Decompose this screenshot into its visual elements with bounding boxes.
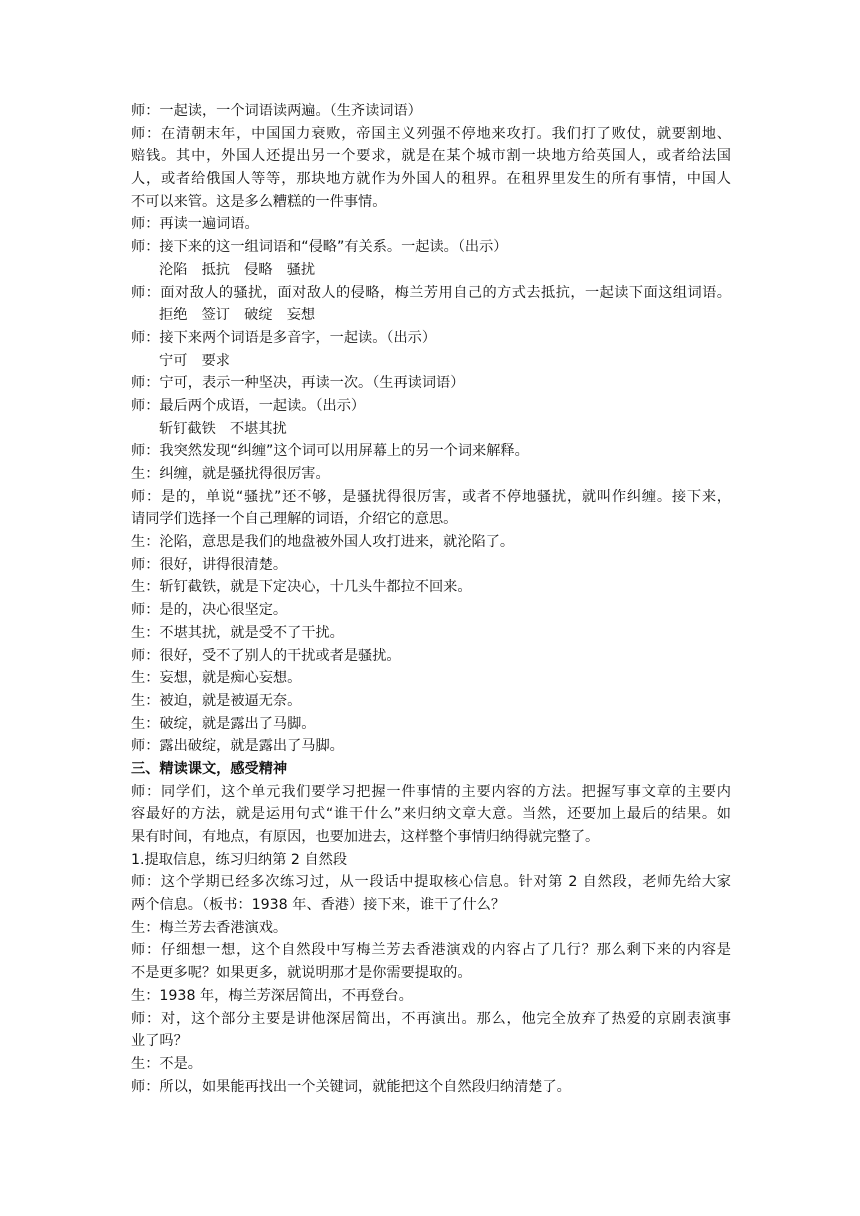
text-line: 果有时间，有地点，有原因，也要加进去，这样整个事情归纳得就完整了。 xyxy=(131,829,600,845)
text-line: 生：不是。 xyxy=(131,1055,202,1072)
text-line: 师：接下来两个词语是多音字，一起读。（出示） xyxy=(131,329,437,346)
text-line: 生：破绽，就是露出了马脚。 xyxy=(131,715,316,732)
text-line: 师：最后两个成语，一起读。（出示） xyxy=(131,397,366,414)
text-line: 请同学们选择一个自己理解的词语，介绍它的意思。 xyxy=(131,511,458,528)
text-line: 师：所以，如果能再找出一个关键词，就能把这个自然段归纳清楚了。 xyxy=(131,1078,571,1095)
text-line: 师：在清朝末年，中国国力衰败，帝国主义列强不停地来攻打。我们打了败仗，就要割地、 xyxy=(131,125,731,142)
text-line: 生：不堪其扰，就是受不了干扰。 xyxy=(131,624,344,641)
text-line: 生：纠缠，就是骚扰得很厉害。 xyxy=(131,466,330,482)
section-heading: 三、精读课文，感受精神 xyxy=(131,760,288,777)
text-line: 容最好的方法，就是运用句式“谁干什么”来归纳文章大意。当然，还要加上最后的结果。如 xyxy=(131,806,731,823)
text-line: 师：同学们，这个单元我们要学习把握一件事情的主要内容的方法。把握写事文章的主要内 xyxy=(131,783,731,800)
text-line: 师：我突然发现“纠缠”这个词可以用屏幕上的另一个词来解释。 xyxy=(131,443,529,460)
text-line: 师：是的，决心很坚定。 xyxy=(131,602,288,619)
text-line: 生：梅兰芳去香港演戏。 xyxy=(131,919,288,936)
text-line: 生：妄想，就是痴心妄想。 xyxy=(131,670,302,687)
text-line: 生：斩钉截铁，就是下定决心，十几头牛都拉不回来。 xyxy=(131,579,472,596)
document-body xyxy=(131,100,731,1098)
text-line: 师：对，这个部分主要是讲他深居简出，不再演出。那么，他完全放弃了热爱的京剧表演事 xyxy=(131,1010,731,1027)
text-line: 宁可 要求 xyxy=(159,352,230,369)
text-line: 业了吗？ xyxy=(131,1033,188,1050)
text-line: 师：宁可，表示一种坚决，再读一次。（生再读词语） xyxy=(131,375,465,392)
text-line: 师：是的，单说“骚扰”还不够，是骚扰得很厉害，或者不停地骚扰，就叫作纠缠。接下来， xyxy=(131,488,731,505)
text-line: 师：仔细想一想，这个自然段中写梅兰芳去香港演戏的内容占了几行？那么剩下来的内容是 xyxy=(131,942,731,959)
text-line: 师：露出破绽，就是露出了马脚。 xyxy=(131,738,344,755)
text-line: 师：很好，讲得很清楚。 xyxy=(131,556,288,573)
text-line: 生：1938 年，梅兰芳深居简出，不再登台。 xyxy=(131,987,413,1004)
text-line: 拒绝 签订 破绽 妄想 xyxy=(159,307,316,324)
text-line: 赔钱。其中，外国人还提出另一个要求，就是在某个城市割一块地方给英国人，或者给法国 xyxy=(131,148,731,165)
text-line: 沦陷 抵抗 侵略 骚扰 xyxy=(159,261,316,278)
text-line: 不是更多呢？如果更多，就说明那才是你需要提取的。 xyxy=(131,965,472,982)
text-line: 师：再读一遍词语。 xyxy=(131,216,259,233)
text-line: 人，或者给俄国人等等，那块地方就作为外国人的租界。在租界里发生的所有事情，中国人 xyxy=(131,171,731,188)
text-line: 师：这个学期已经多次练习过，从一段话中提取核心信息。针对第 2 自然段，老师先给大家 xyxy=(131,874,731,891)
text-line: 师：面对敌人的骚扰，面对敌人的侵略，梅兰芳用自己的方式去抵抗，一起读下面这组词语。 xyxy=(131,284,731,301)
text-line: 生：沦陷，意思是我们的地盘被外国人攻打进来，就沦陷了。 xyxy=(131,534,515,551)
text-line: 1.提取信息，练习归纳第 2 自然段 xyxy=(131,851,348,868)
text-line: 不可以来管。这是多么糟糕的一件事情。 xyxy=(131,193,387,210)
text-line: 师：很好，受不了别人的干扰或者是骚扰。 xyxy=(131,647,401,664)
text-line: 两个信息。（板书：1938 年、香港）接下来，谁干了什么？ xyxy=(131,897,506,914)
text-line: 生：被迫，就是被逼无奈。 xyxy=(131,692,302,709)
text-line: 斩钉截铁 不堪其扰 xyxy=(159,420,287,437)
text-line: 师：一起读，一个词语读两遍。（生齐读词语） xyxy=(131,103,422,119)
text-line: 师：接下来的这一组词语和“侵略”有关系。一起读。（出示） xyxy=(131,239,508,256)
